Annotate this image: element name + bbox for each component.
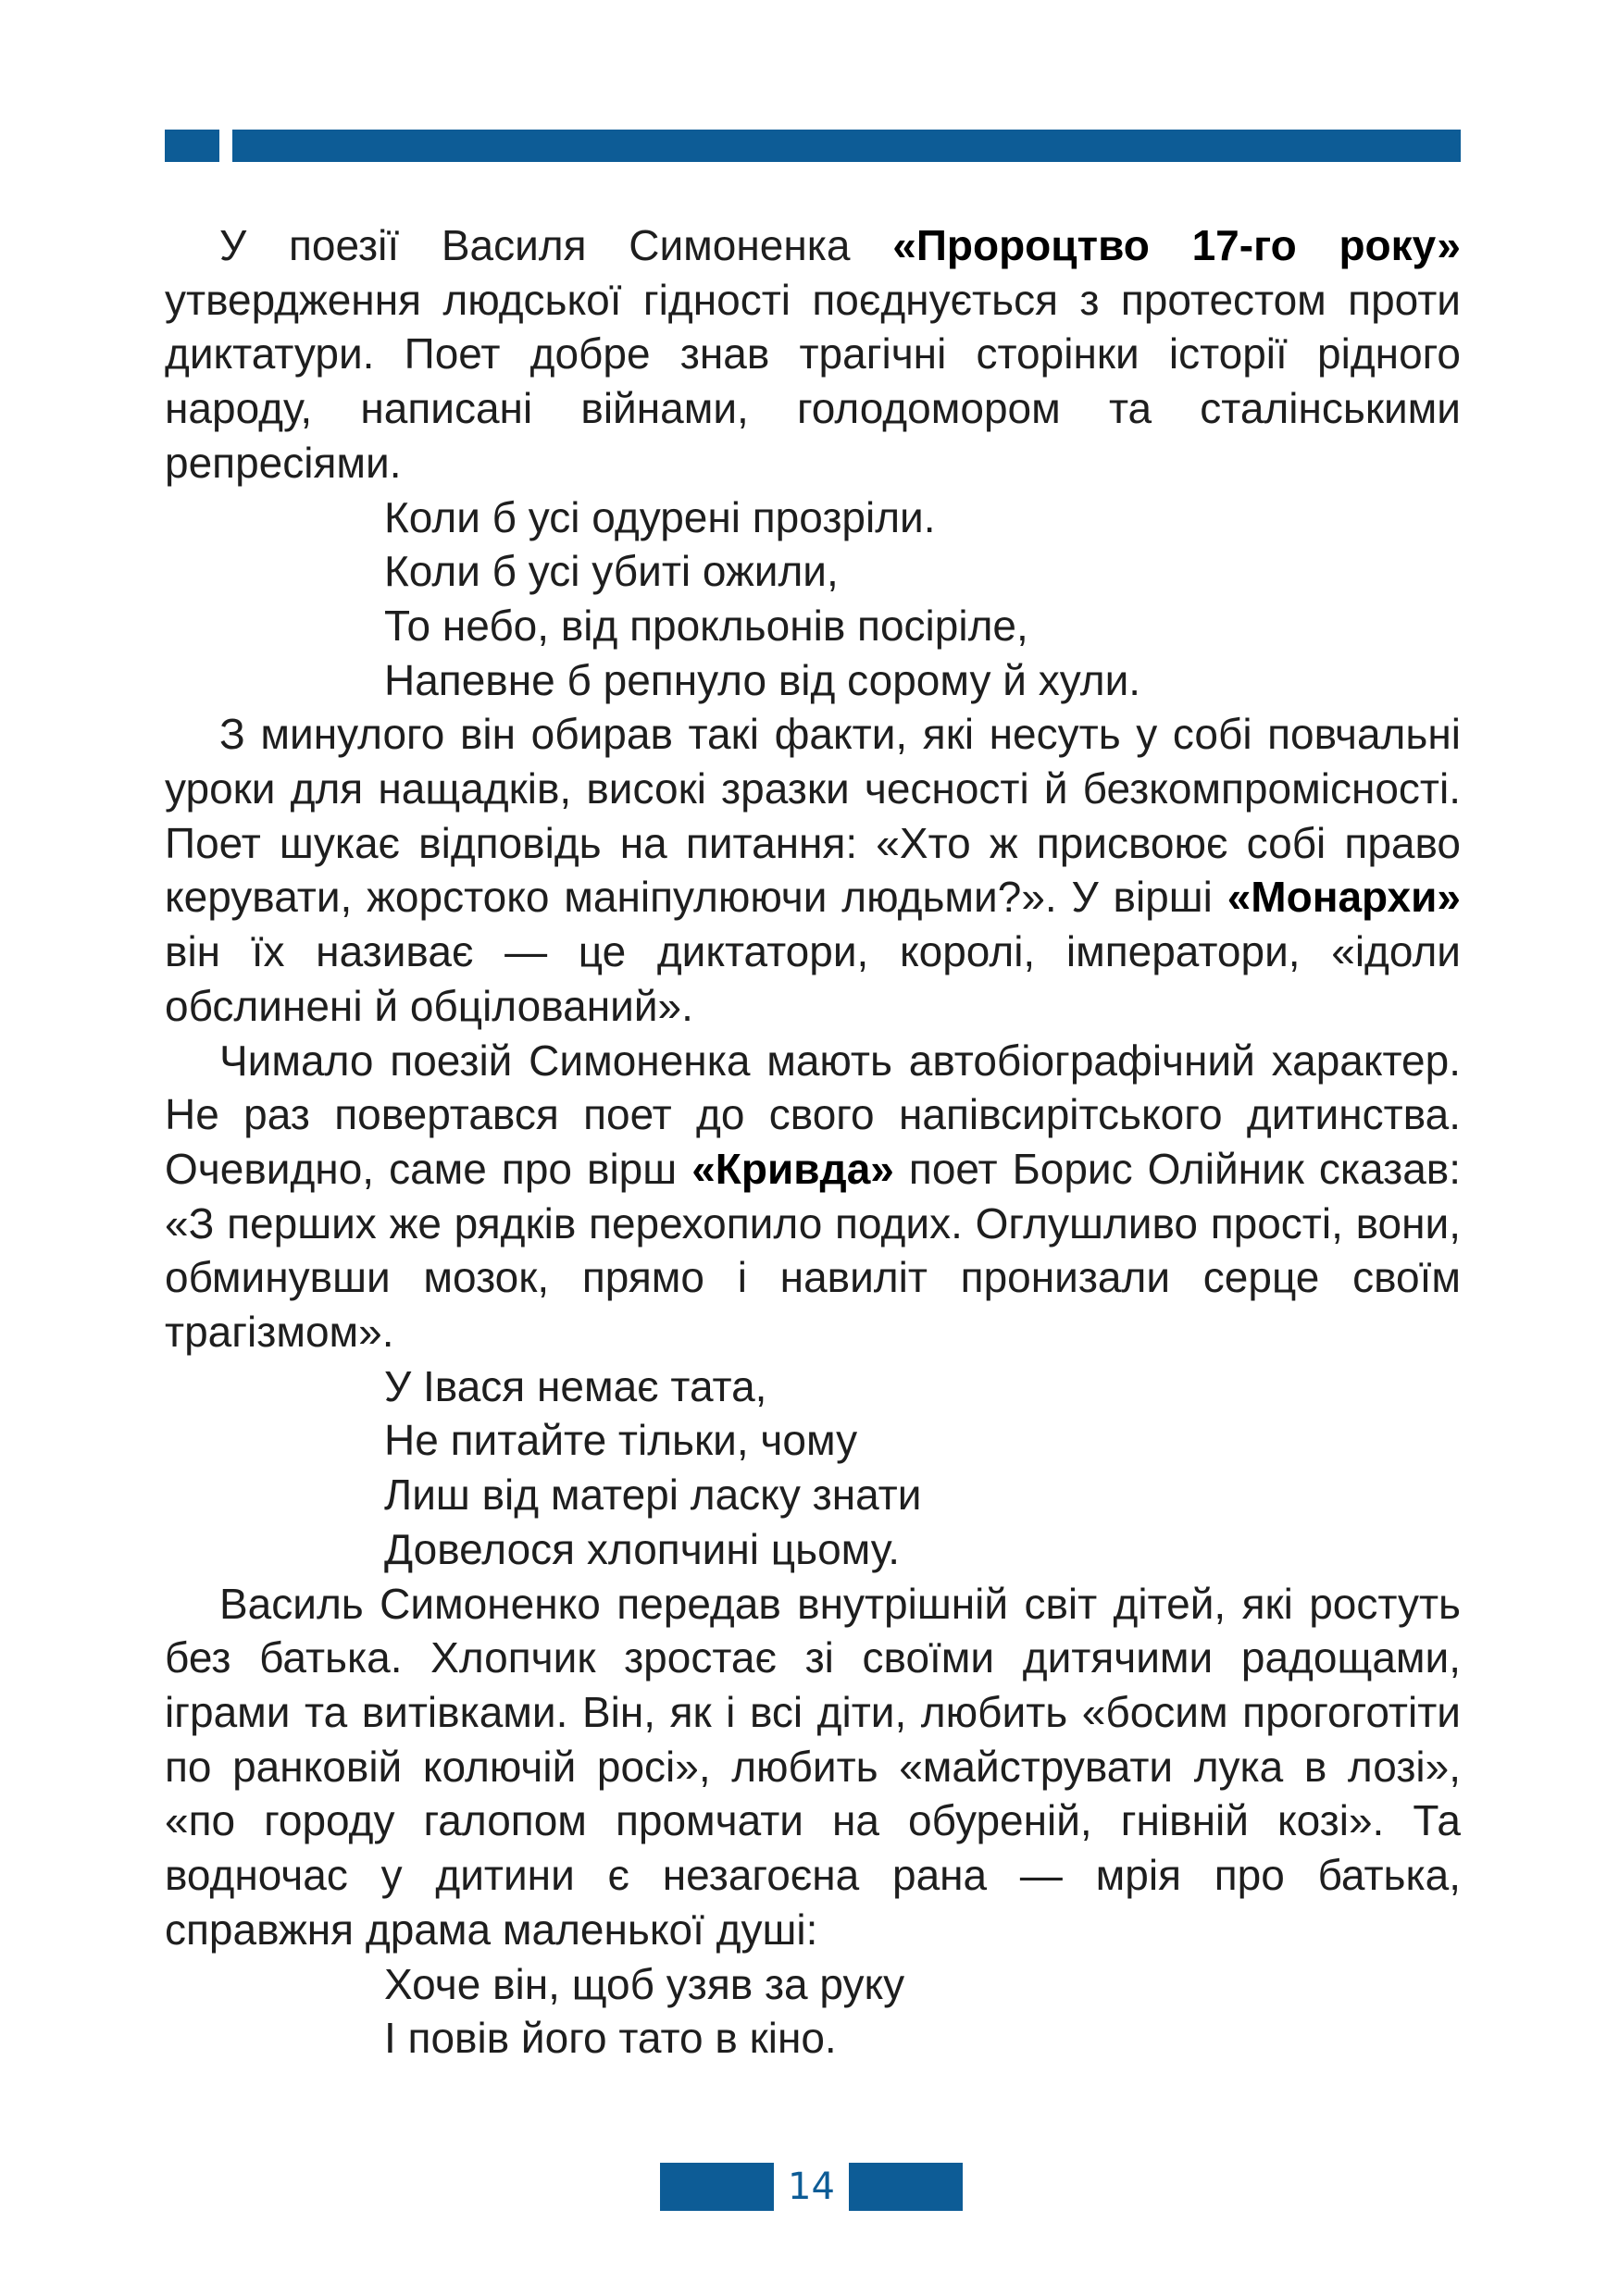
paragraph-text: У поезії Василя Симоненка <box>219 221 893 269</box>
verse-line: Коли б усі одурені прозріли. <box>384 492 936 541</box>
footer-decor-bar-left <box>660 2163 774 2211</box>
poem-stanza-2 <box>165 1359 1461 1577</box>
verse-line: Напевне б репнуло від сорому й хули. <box>384 655 1141 704</box>
page-body <box>165 218 1461 2066</box>
paragraph-text: Чимало поезій Симоненка мають автобіографічний характер. Не раз повертався поет до свого напівсирітського дитинства. Очевидно, саме про вірш <box>165 1036 1461 1193</box>
footer-decor-bar-right <box>849 2163 963 2211</box>
page-footer <box>660 2163 963 2211</box>
paragraph-text: Василь Симоненко передав внутрішній світ дітей, які ростуть без батька. Хлопчик зростає зі своїми дитячими радощами, іграми та витівками. Він, як і всі діти, любить «босим прогоготіти по ранковій колючій росі», любить «майструвати лука в лозі», «по городу галопом промчати на обуреній, гнівній козі». Та водночас у дитини є незагоєна рана — мрія про батька, справжня драма маленької душі: <box>165 1579 1461 1954</box>
verse-line: Не питайте тільки, чому <box>384 1416 858 1465</box>
verse-line: Хоче він, щоб узяв за руку <box>384 1959 905 2008</box>
page-number: 14 <box>788 2166 835 2208</box>
verse-line: Коли б усі убиті ожили, <box>384 547 839 596</box>
verse-line: У Івася немає тата, <box>384 1361 767 1410</box>
paragraph-text: З минулого він обирав такі факти, які несуть у собі повчальні уроки для нащадків, високі зразки чесності й безкомпромісності. Поет шукає відповідь на питання: «Хто ж присвоює собі право керувати, жорстоко маніпулюючи людьми?». У вірші <box>165 710 1461 922</box>
paragraph-inner-world <box>165 1577 1461 1957</box>
header-decor-bar-long <box>232 130 1461 162</box>
verse-line: Лиш від матері ласку знати <box>384 1471 922 1520</box>
poem-stanza-3 <box>165 1957 1461 2066</box>
poem-title-monarchs: «Монархи» <box>1227 873 1461 922</box>
verse-line: І повів його тато в кіно. <box>384 2014 837 2063</box>
paragraph-text: він їх називає — це диктатори, королі, імператори, «ідоли обслинені й обцілований». <box>165 927 1461 1030</box>
verse-line: Довелося хлопчині цьому. <box>384 1524 900 1573</box>
paragraph-monarchs <box>165 707 1461 1033</box>
poem-title-prophecy: «Пророцтво 17-го року» <box>892 221 1461 269</box>
paragraph-text: утвердження людської гідності поєднується з протестом проти диктатури. Поет добре знав трагічні сторінки історії рідного народу, написані війнами, голодомором та сталінськими репресіями. <box>165 275 1461 487</box>
paragraph-text: поет Борис Олійник сказав: «З перших же рядків перехопило подих. Оглушливо прості, вони, обминувши мозок, прямо і навиліт пронизали серце своїм трагізмом». <box>165 1144 1462 1357</box>
header-decor-bar-small <box>165 130 219 162</box>
poem-stanza-1 <box>165 490 1461 708</box>
verse-line: То небо, від прокльонів посіріле, <box>384 601 1028 650</box>
paragraph-kryvda <box>165 1034 1461 1359</box>
paragraph-prophecy <box>165 218 1461 490</box>
poem-title-kryvda: «Кривда» <box>691 1144 894 1193</box>
